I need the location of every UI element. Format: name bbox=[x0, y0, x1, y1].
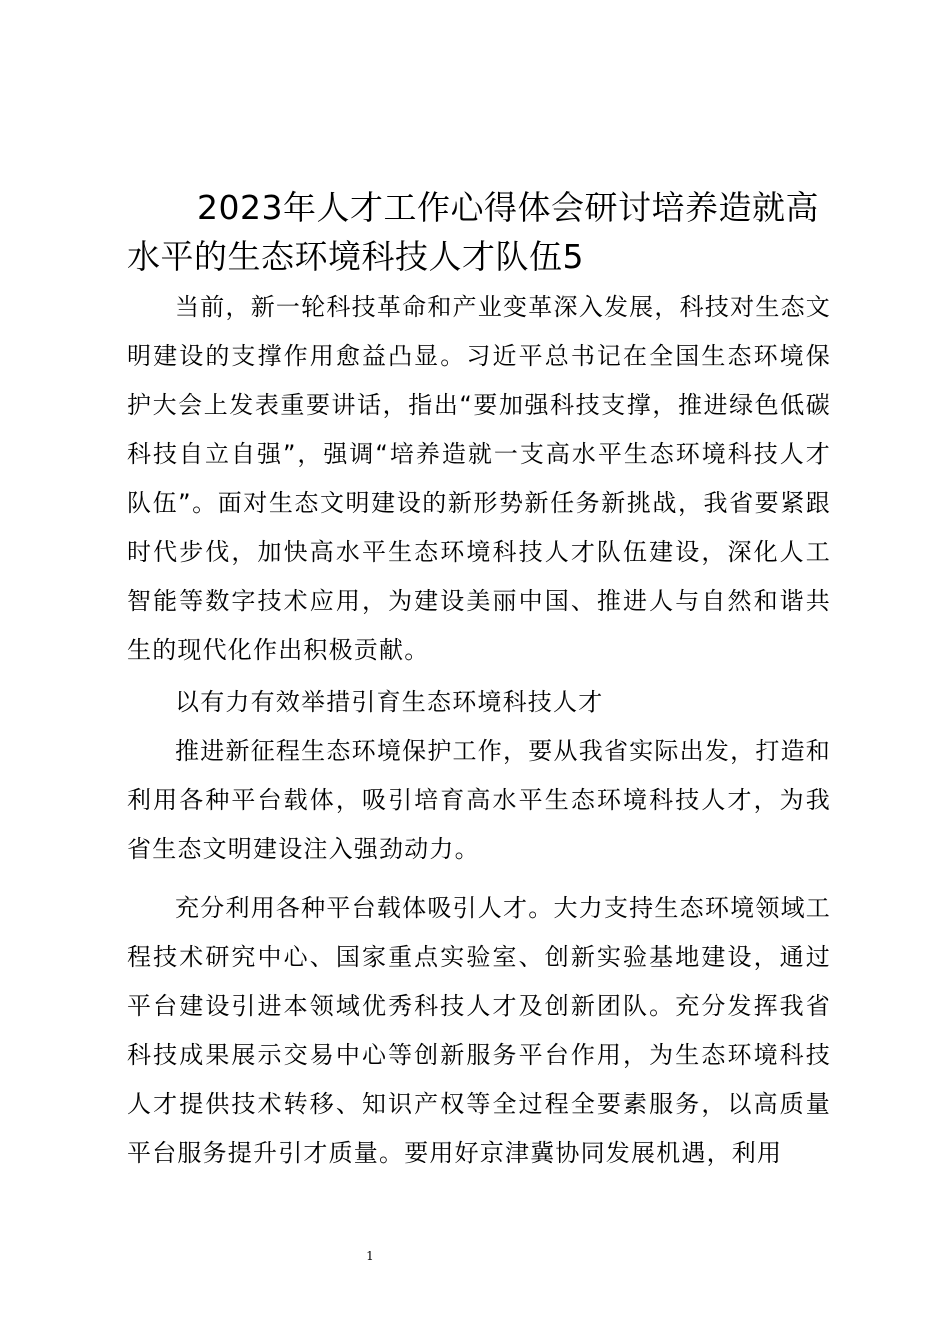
document-body bbox=[127, 183, 831, 1178]
page-number: 1 bbox=[366, 1249, 374, 1263]
document-title: 2023年人才工作心得体会研讨培养造就高水平的生态环境科技人才队伍5 bbox=[127, 188, 819, 276]
paragraph-intro: 当前，新一轮科技革命和产业变革深入发展，科技对生态文明建设的支撑作用愈益凸显。习近平总书记在全国生态环境保护大会上发表重要讲话，指出“要加强科技支撑，推进绿色低碳科技自立自强”，强调“培养造就一支高水平生态环境科技人才队伍”。面对生态文明建设的新形势新任务新挑战，我省要紧跟时代步伐，加快高水平生态环境科技人才队伍建设，深化人工智能等数字技术应用，为建设美丽中国、推进人与自然和谐共生的现代化作出积极贡献。 bbox=[127, 293, 831, 664]
paragraph-platforms: 充分利用各种平台载体吸引人才。大力支持生态环境领域工程技术研究中心、国家重点实验室、创新实验基地建设，通过平台建设引进本领域优秀科技人才及创新团队。充分发挥我省科技成果展示交易中心等创新服务平台作用，为生态环境科技人才提供技术转移、知识产权等全过程全要素服务，以高质量平台服务提升引才质量。要用好京津冀协同发展机遇，利用 bbox=[127, 894, 831, 1167]
paragraph-section-intro: 推进新征程生态环境保护工作，要从我省实际出发，打造和利用各种平台载体，吸引培育高水平生态环境科技人才，为我省生态文明建设注入强劲动力。 bbox=[127, 737, 831, 863]
section-heading: 以有力有效举措引育生态环境科技人才 bbox=[175, 688, 604, 716]
